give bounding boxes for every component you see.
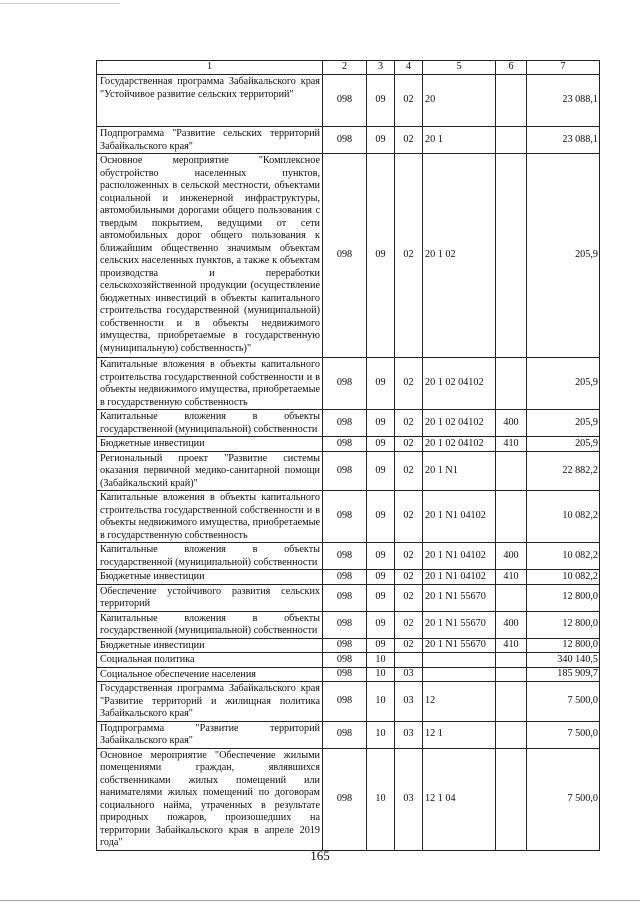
expense-type-cell (496, 667, 527, 682)
table-row (97, 154, 600, 358)
table-header-row (97, 61, 600, 75)
ministry-code-cell: 098 (323, 358, 367, 410)
item-name-cell: Капитальные вложения в объекты государственной (муниципальной) собственности (97, 410, 323, 437)
item-name-cell: Подпрограмма "Развитие сельских территорий Забайкальского края" (97, 127, 323, 154)
item-name-cell: Региональный проект "Развитие системы оказания первичной медико-санитарной помощи (Забайкальский край)" (97, 451, 323, 491)
top-edge-rule (0, 3, 120, 4)
target-article-cell: 12 1 04 (423, 748, 496, 850)
table-row (97, 653, 600, 668)
table-row (97, 682, 600, 722)
subsection-code-cell (395, 653, 423, 668)
ministry-code-cell: 098 (323, 638, 367, 653)
expense-type-cell (496, 721, 527, 748)
target-article-cell: 20 1 02 04102 (423, 410, 496, 437)
table-row (97, 721, 600, 748)
section-code-cell: 10 (367, 667, 395, 682)
ministry-code-cell: 098 (323, 437, 367, 452)
subsection-code-cell: 02 (395, 491, 423, 543)
amount-cell: 7 500,0 (527, 748, 600, 850)
amount-cell: 12 800,0 (527, 584, 600, 611)
target-article-cell: 12 (423, 682, 496, 722)
table-row (97, 570, 600, 585)
bottom-edge-rule (0, 900, 640, 901)
table-row (97, 667, 600, 682)
header-cell-2: 2 (323, 61, 367, 75)
section-code-cell: 09 (367, 75, 395, 127)
item-name-cell: Государственная программа Забайкальского края "Развитие территорий и жилищная политика Забайкальского края" (97, 682, 323, 722)
ministry-code-cell: 098 (323, 543, 367, 570)
expense-type-cell: 410 (496, 638, 527, 653)
ministry-code-cell: 098 (323, 584, 367, 611)
page-number: 165 (310, 848, 330, 863)
expense-type-cell (496, 491, 527, 543)
ministry-code-cell: 098 (323, 682, 367, 722)
header-cell-1: 1 (97, 61, 323, 75)
target-article-cell (423, 653, 496, 668)
subsection-code-cell: 03 (395, 667, 423, 682)
expense-type-cell (496, 75, 527, 127)
ministry-code-cell: 098 (323, 611, 367, 638)
item-name-cell: Капитальные вложения в объекты капитального строительства государственной собственности и в объекты недвижимого имущества, приобретаемые в государственную собственность (97, 491, 323, 543)
header-cell-6: 6 (496, 61, 527, 75)
subsection-code-cell: 02 (395, 358, 423, 410)
header-cell-5: 5 (423, 61, 496, 75)
item-name-cell: Основное мероприятие "Обеспечение жилыми помещениями граждан, являвшихся собственниками жилых помещений или нанимателями жилых помещений по договорам социального найма, утраченных в результате природных пожаров, произошедших на территории Забайкальского края в апреле 2019 года" (97, 748, 323, 850)
subsection-code-cell: 02 (395, 543, 423, 570)
subsection-code-cell: 02 (395, 154, 423, 358)
target-article-cell (423, 667, 496, 682)
ministry-code-cell: 098 (323, 667, 367, 682)
expense-type-cell (496, 653, 527, 668)
target-article-cell: 20 1 N1 55670 (423, 584, 496, 611)
item-name-cell: Социальное обеспечение населения (97, 667, 323, 682)
table-row (97, 358, 600, 410)
amount-cell: 340 140,5 (527, 653, 600, 668)
amount-cell: 23 088,1 (527, 127, 600, 154)
ministry-code-cell: 098 (323, 154, 367, 358)
section-code-cell: 09 (367, 570, 395, 585)
ministry-code-cell: 098 (323, 451, 367, 491)
amount-cell: 205,9 (527, 410, 600, 437)
item-name-cell: Бюджетные инвестиции (97, 638, 323, 653)
amount-cell: 205,9 (527, 154, 600, 358)
ministry-code-cell: 098 (323, 653, 367, 668)
target-article-cell: 20 1 N1 04102 (423, 570, 496, 585)
ministry-code-cell: 098 (323, 75, 367, 127)
header-cell-4: 4 (395, 61, 423, 75)
amount-cell: 23 088,1 (527, 75, 600, 127)
table-row (97, 451, 600, 491)
header-cell-7: 7 (527, 61, 600, 75)
target-article-cell: 20 1 02 04102 (423, 358, 496, 410)
amount-cell: 10 082,2 (527, 491, 600, 543)
target-article-cell: 20 1 02 04102 (423, 437, 496, 452)
subsection-code-cell: 02 (395, 75, 423, 127)
section-code-cell: 09 (367, 127, 395, 154)
subsection-code-cell: 02 (395, 611, 423, 638)
ministry-code-cell: 098 (323, 491, 367, 543)
table-row (97, 127, 600, 154)
subsection-code-cell: 02 (395, 127, 423, 154)
expense-type-cell: 410 (496, 437, 527, 452)
table-row (97, 491, 600, 543)
subsection-code-cell: 02 (395, 451, 423, 491)
section-code-cell: 10 (367, 748, 395, 850)
expense-type-cell (496, 127, 527, 154)
expense-type-cell (496, 154, 527, 358)
target-article-cell: 20 1 N1 04102 (423, 491, 496, 543)
subsection-code-cell: 02 (395, 570, 423, 585)
section-code-cell: 09 (367, 584, 395, 611)
budget-table (96, 60, 600, 851)
amount-cell: 185 909,7 (527, 667, 600, 682)
expense-type-cell: 400 (496, 410, 527, 437)
item-name-cell: Бюджетные инвестиции (97, 437, 323, 452)
table-row (97, 748, 600, 850)
section-code-cell: 09 (367, 611, 395, 638)
expense-type-cell (496, 451, 527, 491)
target-article-cell: 20 (423, 75, 496, 127)
section-code-cell: 09 (367, 410, 395, 437)
ministry-code-cell: 098 (323, 570, 367, 585)
item-name-cell: Основное мероприятие "Комплексное обустройство населенных пунктов, расположенных в сельской местности, объектами социальной и инженерной инфраструктуры, автомобильными дорогами общего пользования с твердым покрытием, ведущими от сети автомобильных дорог общего пользования к ближайшим общественно значимым объектам сельских населенных пунктов, а также к объектам производства и переработки сельскохозяйственной продукции (осуществление бюджетных инвестиций в объекты капитального строительства государственной (муниципальной) собственности и в объекты недвижимого имущества, приобретаемые в государственную (муниципальную) собственность)" (97, 154, 323, 358)
item-name-cell: Капитальные вложения в объекты государственной (муниципальной) собственности (97, 543, 323, 570)
item-name-cell: Капитальные вложения в объекты капитального строительства государственной собственности и в объекты недвижимого имущества, приобретаемые в государственную собственность (97, 358, 323, 410)
ministry-code-cell: 098 (323, 127, 367, 154)
subsection-code-cell: 02 (395, 638, 423, 653)
subsection-code-cell: 03 (395, 721, 423, 748)
table-row (97, 638, 600, 653)
section-code-cell: 09 (367, 543, 395, 570)
subsection-code-cell: 02 (395, 584, 423, 611)
item-name-cell: Государственная программа Забайкальского края "Устойчивое развитие сельских территорий" (97, 75, 323, 127)
target-article-cell: 12 1 (423, 721, 496, 748)
header-cell-3: 3 (367, 61, 395, 75)
table-row (97, 611, 600, 638)
amount-cell: 7 500,0 (527, 721, 600, 748)
ministry-code-cell: 098 (323, 748, 367, 850)
section-code-cell: 09 (367, 154, 395, 358)
section-code-cell: 09 (367, 491, 395, 543)
table-row (97, 584, 600, 611)
item-name-cell: Обеспечение устойчивого развития сельских территорий (97, 584, 323, 611)
expense-type-cell (496, 748, 527, 850)
table-row (97, 75, 600, 127)
target-article-cell: 20 1 N1 (423, 451, 496, 491)
expense-type-cell (496, 358, 527, 410)
subsection-code-cell: 03 (395, 682, 423, 722)
amount-cell: 7 500,0 (527, 682, 600, 722)
amount-cell: 10 082,2 (527, 570, 600, 585)
section-code-cell: 09 (367, 437, 395, 452)
item-name-cell: Капитальные вложения в объекты государственной (муниципальной) собственности (97, 611, 323, 638)
section-code-cell: 10 (367, 721, 395, 748)
table-row (97, 410, 600, 437)
section-code-cell: 09 (367, 638, 395, 653)
section-code-cell: 10 (367, 682, 395, 722)
target-article-cell: 20 1 N1 04102 (423, 543, 496, 570)
amount-cell: 205,9 (527, 358, 600, 410)
subsection-code-cell: 02 (395, 437, 423, 452)
expense-type-cell: 400 (496, 611, 527, 638)
amount-cell: 12 800,0 (527, 611, 600, 638)
item-name-cell: Бюджетные инвестиции (97, 570, 323, 585)
target-article-cell: 20 1 N1 55670 (423, 611, 496, 638)
item-name-cell: Социальная политика (97, 653, 323, 668)
item-name-cell: Подпрограмма "Развитие территорий Забайкальского края" (97, 721, 323, 748)
section-code-cell: 09 (367, 451, 395, 491)
amount-cell: 22 882,2 (527, 451, 600, 491)
table-row (97, 543, 600, 570)
section-code-cell: 10 (367, 653, 395, 668)
ministry-code-cell: 098 (323, 410, 367, 437)
target-article-cell: 20 1 02 (423, 154, 496, 358)
expense-type-cell (496, 682, 527, 722)
amount-cell: 205,9 (527, 437, 600, 452)
subsection-code-cell: 03 (395, 748, 423, 850)
amount-cell: 10 082,2 (527, 543, 600, 570)
expense-type-cell (496, 584, 527, 611)
target-article-cell: 20 1 N1 55670 (423, 638, 496, 653)
table-row (97, 437, 600, 452)
subsection-code-cell: 02 (395, 410, 423, 437)
ministry-code-cell: 098 (323, 721, 367, 748)
expense-type-cell: 410 (496, 570, 527, 585)
section-code-cell: 09 (367, 358, 395, 410)
target-article-cell: 20 1 (423, 127, 496, 154)
amount-cell: 12 800,0 (527, 638, 600, 653)
expense-type-cell: 400 (496, 543, 527, 570)
